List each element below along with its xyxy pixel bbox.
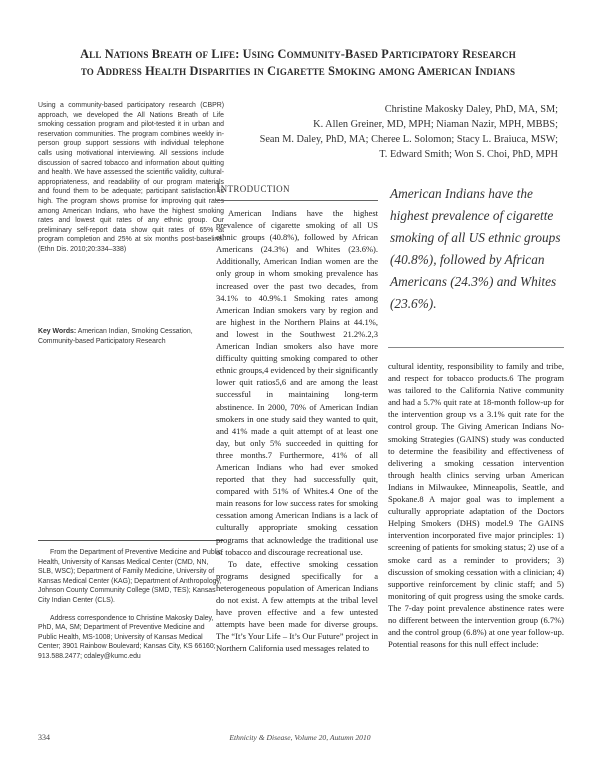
author-line: K. Allen Greiner, MD, MPH; Niaman Nazir, MPH, MBBS; [313, 119, 558, 130]
intro-paragraph-continued: cultural identity, responsibility to family and tribe, and respect for tobacco products.6 The program was tailored to the California Native community and had a 5.7% quit rate at 18-month follow-up for the intervention group vs a 3.1% quit rate for the control group. The Giving American Indians No-smoking Strategies (GAINS) study was conducted to determine the feasibility and effectiveness of delivering a smoking cessation intervention through health clinics serving urban American Indians in Milwaukee, Minneapolis, Seattle, and Spokane.8 A major goal was to implement a culturally appropriate adaptation of the Doctors Helping Smokers (DHS) model.9 The GAINS intervention incorporated five major principles: 1) screening of patients for smoking status; 2) use of a smoke card as a reminder to providers; 3) discussion of smoking cessation with a clinician; 4) supportive reinforcement by clinic staff; and 5) monitoring of quit progress using the smoke cards. The 7-day point prevalence abstinence rates were no different between the intervention group (6.7%) and the control group (6.8%) at one year follow-up. Potential reasons for this null effect include: [388, 361, 564, 650]
keywords [38, 327, 224, 346]
author-line: Sean M. Daley, PhD, MA; Cheree L. Solomon; Stacy L. Braiuca, MSW; [259, 134, 558, 145]
journal-citation: Ethnicity & Disease, Volume 20, Autumn 2010 [229, 733, 371, 742]
author-list [230, 102, 558, 162]
keywords-label: Key Words: [38, 328, 77, 335]
affiliation-departments: From the Department of Preventive Medicine and Public Health, University of Kansas Medical Center (CMD, NN, SLB, WSC); Department of Family Medicine, University of Kansas Medical Center (KAG); Department of Anthropology, Johnson County Community College (SMD, TES); Kansas City Indian Center (CLS). [38, 549, 222, 604]
author-affiliations [38, 548, 224, 670]
affiliation-divider [38, 540, 224, 541]
article-title-line-1: All Nations Breath of Life: Using Community-Based Participatory Research [80, 47, 516, 61]
section-heading-rule [216, 200, 378, 201]
keywords-text: American Indian, Smoking Cessation, Community-based Participatory Research [38, 328, 193, 345]
intro-column-2 [388, 360, 564, 735]
intro-paragraph-1: American Indians have the highest prevalence of cigarette smoking of all US ethnic groups (40.8%), followed by African Americans (24.3%) and Whites (23.6%). Additionally, American Indian women are the only group in whom smoking prevalence has increased over the past two decades, from 34.1% to 40.9%.1 Smoking rates among American Indian smokers vary by region and are highest in the Northern Plains at 44.1%, and lowest in the Southwest 21.2%.2,3 American Indian smokers also have more difficulty quitting smoking compared to other ethnic groups,4 evidenced by their significantly lower quit ratios5,6 and are among the least successful in maintaining long-term abstinence. In 2000, 70% of American Indian smokers in one study said they wanted to quit, and 41% made a quit attempt of at least one day, but only 5% succeeded in quitting for three months.7 Furthermore, 41% of all American Indians who had ever smoked reported that they had successfully quit, compared with 51% of Whites.4 One of the main reasons for low success rates for smoking cessation among American Indians is a lack of culturally appropriate smoking cessation programs that acknowledge the traditional use of tobacco and discourage recreational use. [216, 208, 378, 557]
article-title [38, 46, 558, 80]
intro-column-1 [216, 207, 378, 735]
section-heading-introduction: Introduction [216, 181, 290, 195]
pull-quote: American Indians have the highest prevalence of cigarette smoking of all US ethnic groups (40.8%), followed by African Americans (24.3%) and Whites (23.6%). [390, 186, 561, 311]
correspondence-address: Address correspondence to Christine Makosky Daley, PhD, MA, SM; Department of Preventive Medicine and Public Health, MS-1008; University of Kansas Medical Center; 3901 Rainbow Boulevard; Kansas City, KS 66160; 913.588.2477; cdaley@kumc.edu [38, 614, 216, 660]
intro-paragraph-2: To date, effective smoking cessation programs designed specifically for a heterogeneous population of American Indians do not exist. A few attempts at the tribal level have proven effective and a few untested attempts have been made for diverse groups. The “It’s Your Life – It’s Our Future” project in Northern California used messages related to [216, 558, 378, 654]
pull-quote-rule [388, 347, 564, 348]
author-line: T. Edward Smith; Won S. Choi, PhD, MPH [379, 149, 558, 160]
page-number: 334 [38, 733, 50, 742]
article-title-line-2: to Address Health Disparities in Cigarette Smoking among American Indians [80, 64, 516, 78]
author-line: Christine Makosky Daley, PhD, MA, SM; [384, 104, 558, 115]
abstract: Using a community-based participatory research (CBPR) approach, we developed the All Nations Breath of Life smoking cessation program and pilot-tested it in urban and reservation communities. The program combines weekly in-person group support sessions with individual telephone calls using motivational interviewing. All sessions include discussion of sacred tobacco and information about quitting and health. We have assessed the scientific validity, cultural-appropriateness, and readability of our program materials and found them to be adequate; participant satisfaction is high. The program shows promise for improving quit rates among American Indians, who have the highest smoking rates and lowest quit rates of any ethnic group. Our preliminary self-report data show quit rates of 65% at program completion and 25% at six months post-baseline. (Ethn Dis. 2010;20:334–338) [38, 102, 224, 253]
